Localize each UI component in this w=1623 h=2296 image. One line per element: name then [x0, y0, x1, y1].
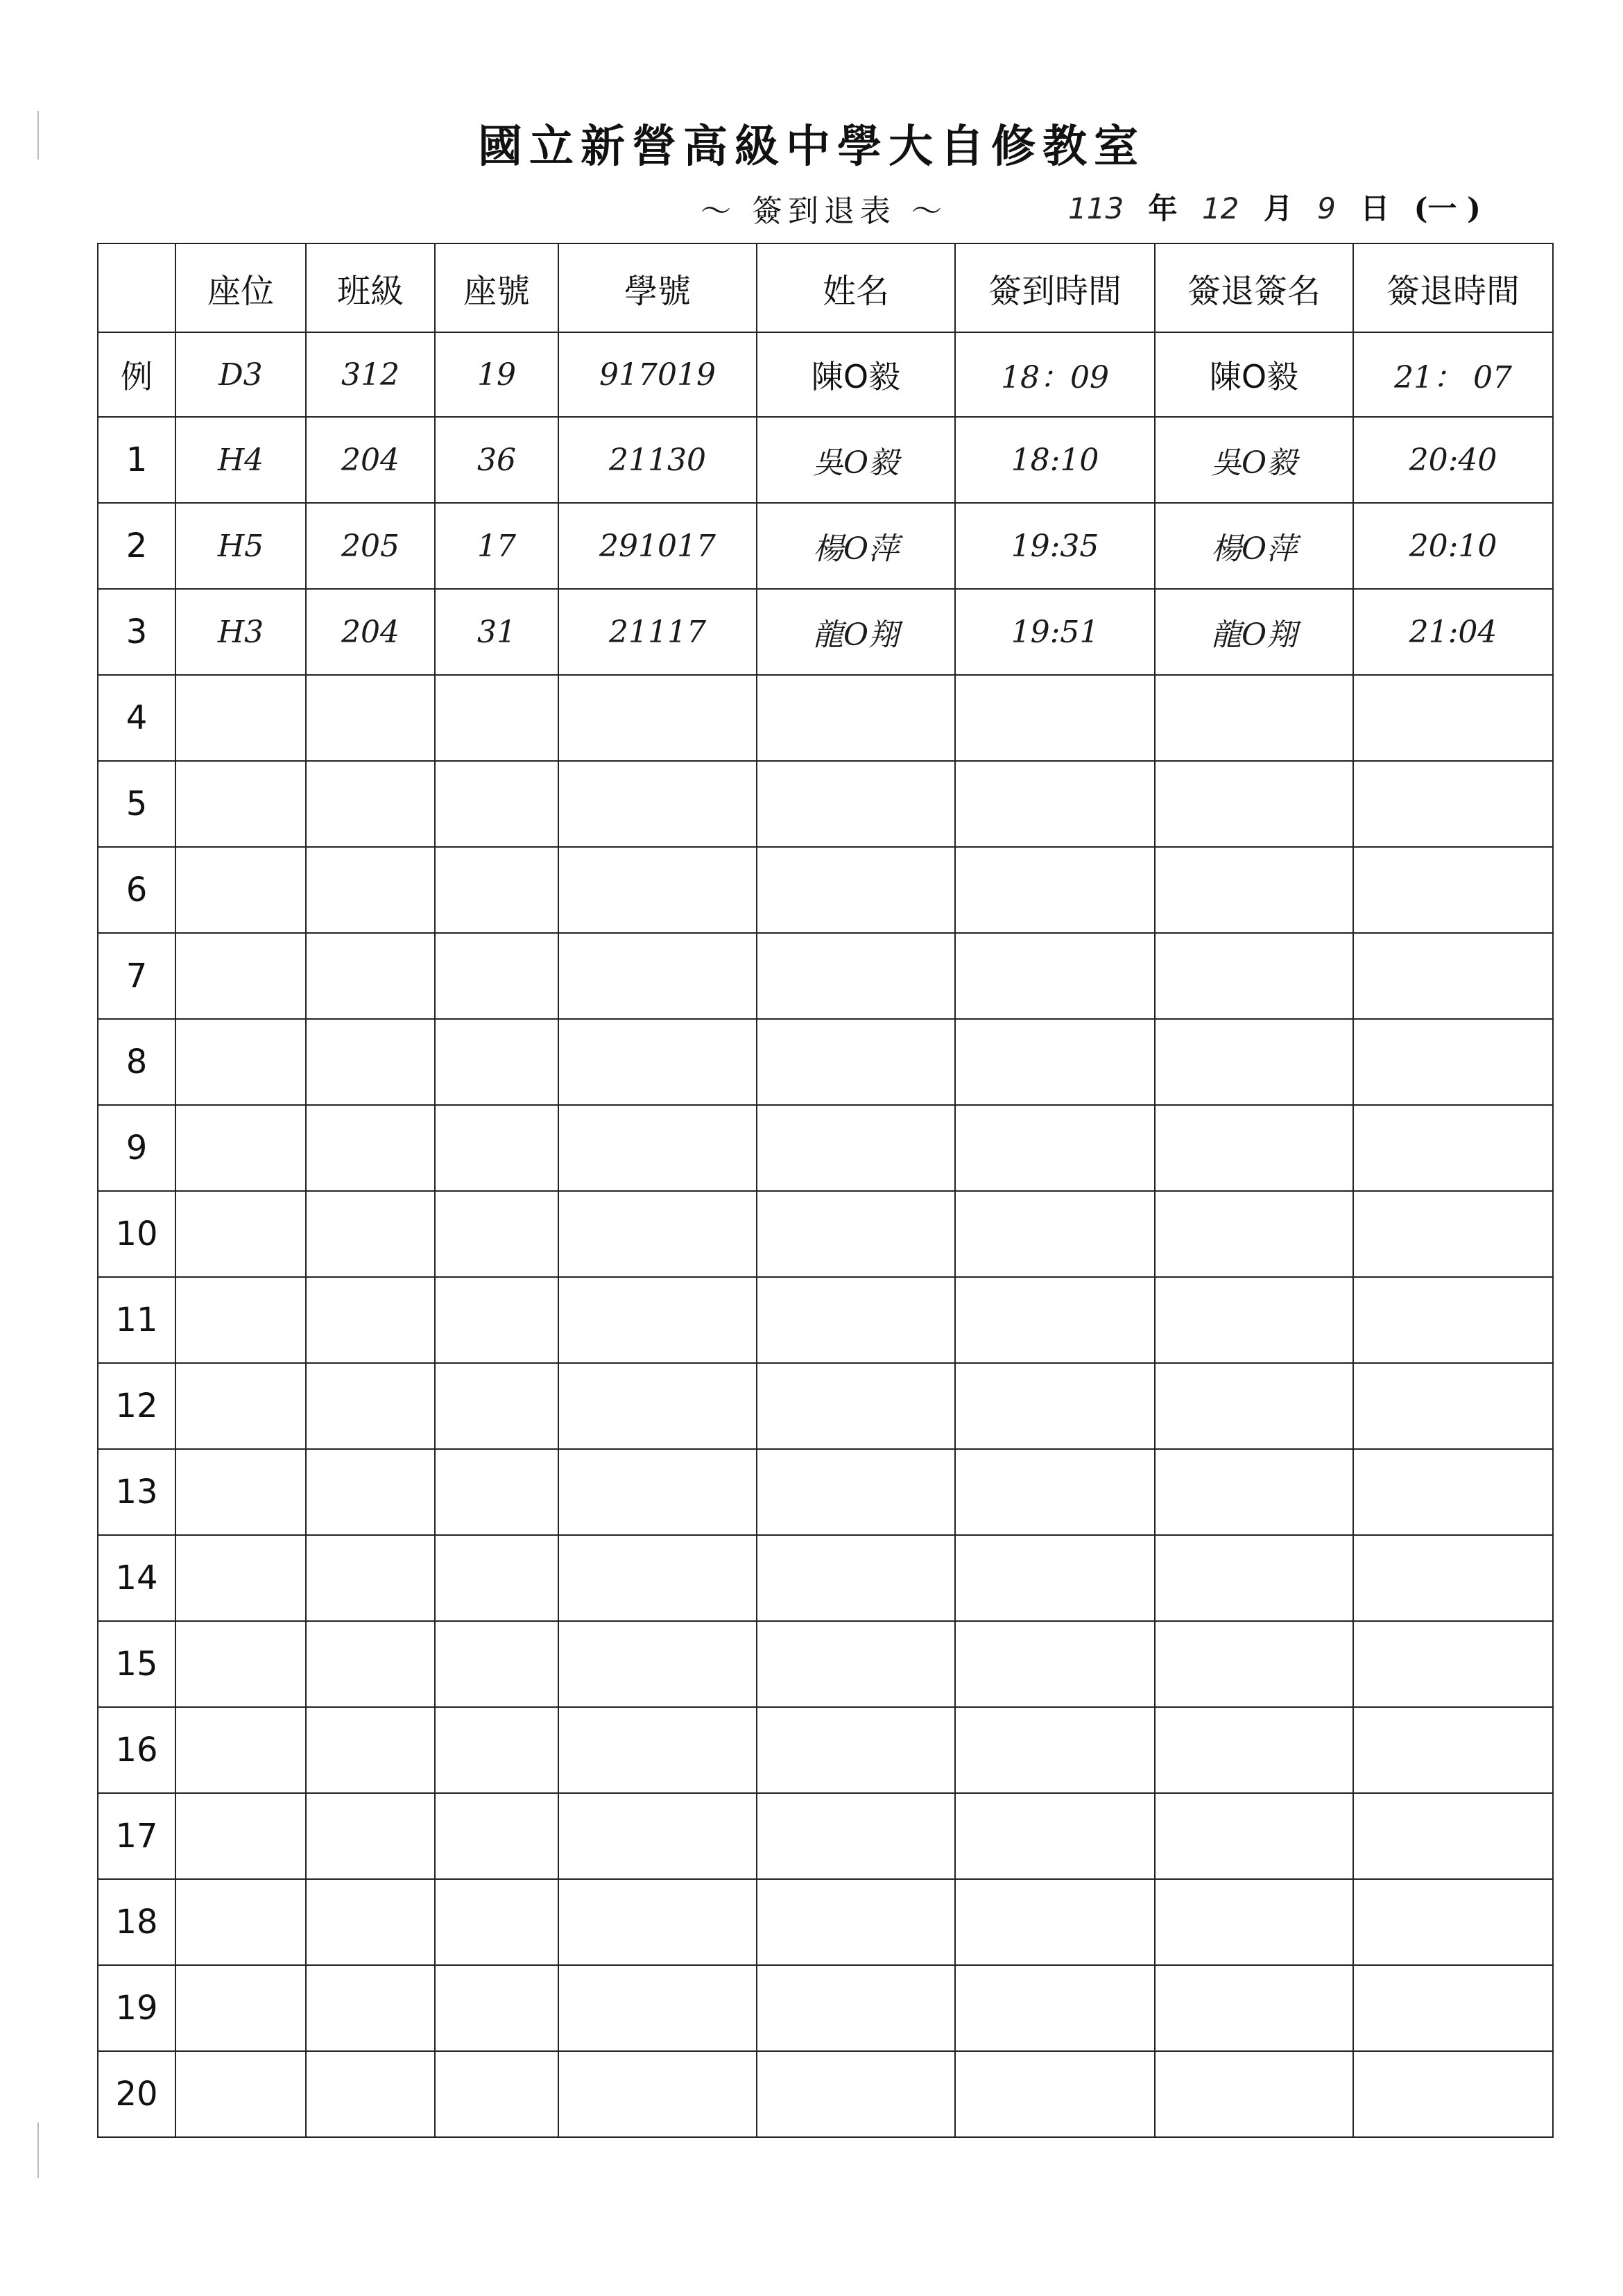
- cell-class: [306, 1793, 435, 1879]
- cell-seat: [175, 1965, 306, 2051]
- cell-sign-out-signature: 吳O毅: [1155, 417, 1353, 503]
- cell-sign-out-time: [1353, 1707, 1553, 1793]
- cell-class: [306, 675, 435, 761]
- row-number: 12: [98, 1363, 175, 1449]
- cell-sign-out-time: 20:10: [1353, 503, 1553, 589]
- header-sign-in-time: 簽到時間: [955, 243, 1155, 332]
- example-sign-out-signature: 陳O毅: [1155, 332, 1353, 417]
- cell-sign-out-time: [1353, 1879, 1553, 1965]
- cell-seat: H3: [175, 589, 306, 675]
- cell-student-id: 21130: [558, 417, 757, 503]
- cell-sign-out-signature: [1155, 1535, 1353, 1621]
- cell-seat: H4: [175, 417, 306, 503]
- table-row: [98, 1363, 1553, 1449]
- example-name: 陳O毅: [757, 332, 955, 417]
- cell-class: [306, 1363, 435, 1449]
- cell-sign-in-time: [955, 761, 1155, 847]
- cell-sign-in-time: [955, 675, 1155, 761]
- cell-sign-in-time: [955, 847, 1155, 933]
- table-row: [98, 761, 1553, 847]
- row-number: 4: [98, 675, 175, 761]
- cell-number: [435, 1277, 558, 1363]
- cell-number: [435, 1621, 558, 1707]
- cell-name: [757, 1449, 955, 1535]
- cell-class: [306, 1535, 435, 1621]
- example-sign-out-time: 21： 07: [1353, 332, 1553, 417]
- cell-sign-out-signature: 龍O翔: [1155, 589, 1353, 675]
- cell-name: [757, 1707, 955, 1793]
- row-number: 3: [98, 589, 175, 675]
- row-number: 8: [98, 1019, 175, 1105]
- cell-student-id: [558, 675, 757, 761]
- cell-sign-out-time: 21:04: [1353, 589, 1553, 675]
- cell-name: [757, 1019, 955, 1105]
- cell-number: [435, 1535, 558, 1621]
- row-number: 16: [98, 1707, 175, 1793]
- cell-class: [306, 1965, 435, 2051]
- table-row: [98, 675, 1553, 761]
- cell-sign-out-time: [1353, 1191, 1553, 1277]
- cell-name: [757, 1363, 955, 1449]
- cell-sign-out-signature: [1155, 847, 1353, 933]
- cell-name: 楊O萍: [757, 503, 955, 589]
- cell-student-id: [558, 1277, 757, 1363]
- cell-sign-out-signature: [1155, 675, 1353, 761]
- cell-sign-in-time: [955, 1363, 1155, 1449]
- header-class: 班級: [306, 243, 435, 332]
- scan-mark: [37, 2123, 39, 2178]
- cell-name: [757, 2051, 955, 2137]
- cell-sign-out-signature: [1155, 1363, 1353, 1449]
- cell-name: [757, 1105, 955, 1191]
- cell-number: [435, 1879, 558, 1965]
- cell-name: 龍O翔: [757, 589, 955, 675]
- cell-seat: [175, 675, 306, 761]
- cell-class: [306, 1879, 435, 1965]
- cell-sign-out-time: [1353, 933, 1553, 1019]
- cell-number: [435, 1793, 558, 1879]
- cell-class: [306, 1019, 435, 1105]
- cell-sign-in-time: [955, 1105, 1155, 1191]
- page-title: 國立新營高級中學大自修教室: [478, 121, 1145, 173]
- row-number: 19: [98, 1965, 175, 2051]
- cell-student-id: [558, 1449, 757, 1535]
- cell-sign-out-signature: [1155, 933, 1353, 1019]
- cell-student-id: [558, 933, 757, 1019]
- table-row: [98, 1879, 1553, 1965]
- cell-seat: [175, 847, 306, 933]
- cell-student-id: [558, 1363, 757, 1449]
- header-student-id: 學號: [558, 243, 757, 332]
- row-number: 20: [98, 2051, 175, 2137]
- header-seat: 座位: [175, 243, 306, 332]
- cell-sign-in-time: 19:35: [955, 503, 1155, 589]
- cell-sign-out-time: [1353, 1535, 1553, 1621]
- row-number: 15: [98, 1621, 175, 1707]
- cell-sign-out-time: [1353, 2051, 1553, 2137]
- cell-number: [435, 1105, 558, 1191]
- cell-name: [757, 1793, 955, 1879]
- cell-sign-out-signature: [1155, 1965, 1353, 2051]
- cell-student-id: [558, 1019, 757, 1105]
- cell-number: [435, 933, 558, 1019]
- cell-sign-out-time: [1353, 847, 1553, 933]
- cell-class: [306, 761, 435, 847]
- date-day: 9: [1317, 191, 1336, 225]
- cell-sign-in-time: [955, 1707, 1155, 1793]
- cell-sign-out-signature: [1155, 1277, 1353, 1363]
- cell-sign-out-signature: 楊O萍: [1155, 503, 1353, 589]
- cell-sign-in-time: 18:10: [955, 417, 1155, 503]
- table-row: [98, 1707, 1553, 1793]
- cell-sign-in-time: [955, 2051, 1155, 2137]
- cell-class: 204: [306, 589, 435, 675]
- table-row: [98, 1535, 1553, 1621]
- cell-sign-out-signature: [1155, 1879, 1353, 1965]
- header-row: [98, 243, 1553, 332]
- cell-name: 吳O毅: [757, 417, 955, 503]
- cell-class: [306, 1621, 435, 1707]
- table-row: [98, 589, 1553, 675]
- cell-student-id: [558, 1191, 757, 1277]
- cell-sign-in-time: [955, 1019, 1155, 1105]
- cell-sign-out-signature: [1155, 1191, 1353, 1277]
- cell-student-id: [558, 1793, 757, 1879]
- cell-sign-out-time: 20:40: [1353, 417, 1553, 503]
- table-row: [98, 1191, 1553, 1277]
- year-label: 年: [1148, 191, 1178, 225]
- cell-name: [757, 675, 955, 761]
- example-row: [98, 332, 1553, 417]
- cell-sign-in-time: [955, 1965, 1155, 2051]
- cell-sign-in-time: [955, 1879, 1155, 1965]
- cell-seat: H5: [175, 503, 306, 589]
- cell-number: 31: [435, 589, 558, 675]
- table-row: [98, 1793, 1553, 1879]
- cell-sign-out-signature: [1155, 1621, 1353, 1707]
- cell-sign-out-signature: [1155, 761, 1353, 847]
- cell-seat: [175, 1191, 306, 1277]
- table-row: [98, 1019, 1553, 1105]
- row-number: 17: [98, 1793, 175, 1879]
- cell-seat: [175, 1535, 306, 1621]
- cell-sign-out-time: [1353, 1449, 1553, 1535]
- cell-class: [306, 847, 435, 933]
- cell-sign-out-signature: [1155, 1449, 1353, 1535]
- cell-student-id: [558, 847, 757, 933]
- cell-sign-out-time: [1353, 1363, 1553, 1449]
- cell-student-id: [558, 1105, 757, 1191]
- cell-name: [757, 1277, 955, 1363]
- table-row: [98, 1449, 1553, 1535]
- table-row: [98, 1965, 1553, 2051]
- header-number: 座號: [435, 243, 558, 332]
- header-name: 姓名: [757, 243, 955, 332]
- weekday: (一 ): [1414, 191, 1481, 225]
- cell-name: [757, 933, 955, 1019]
- cell-number: [435, 1019, 558, 1105]
- cell-sign-out-time: [1353, 1019, 1553, 1105]
- cell-number: [435, 1449, 558, 1535]
- cell-number: 36: [435, 417, 558, 503]
- row-number: 5: [98, 761, 175, 847]
- cell-sign-out-signature: [1155, 1105, 1353, 1191]
- cell-name: [757, 1965, 955, 2051]
- table-row: [98, 1277, 1553, 1363]
- cell-seat: [175, 1363, 306, 1449]
- cell-number: [435, 1965, 558, 2051]
- row-number: 14: [98, 1535, 175, 1621]
- cell-sign-out-signature: [1155, 1793, 1353, 1879]
- cell-number: [435, 675, 558, 761]
- header-sign-out-time: 簽退時間: [1353, 243, 1553, 332]
- header-sign-out-signature: 簽退簽名: [1155, 243, 1353, 332]
- example-sign-in-time: 18：09: [955, 332, 1155, 417]
- cell-sign-out-time: [1353, 1277, 1553, 1363]
- cell-seat: [175, 1621, 306, 1707]
- cell-class: [306, 1449, 435, 1535]
- example-seat: D3: [175, 332, 306, 417]
- date-line: [1068, 186, 1496, 228]
- cell-name: [757, 847, 955, 933]
- row-number: 2: [98, 503, 175, 589]
- cell-seat: [175, 933, 306, 1019]
- cell-sign-in-time: [955, 1621, 1155, 1707]
- cell-number: [435, 2051, 558, 2137]
- cell-sign-out-signature: [1155, 1019, 1353, 1105]
- cell-sign-in-time: [955, 1535, 1155, 1621]
- cell-sign-in-time: [955, 1191, 1155, 1277]
- sign-in-out-table: [97, 243, 1554, 2138]
- cell-student-id: [558, 2051, 757, 2137]
- cell-sign-in-time: [955, 933, 1155, 1019]
- row-number: 9: [98, 1105, 175, 1191]
- row-number: 10: [98, 1191, 175, 1277]
- cell-sign-in-time: [955, 1449, 1155, 1535]
- example-student-id: 917019: [558, 332, 757, 417]
- cell-student-id: 21117: [558, 589, 757, 675]
- table-row: [98, 2051, 1553, 2137]
- cell-class: [306, 1191, 435, 1277]
- cell-student-id: 291017: [558, 503, 757, 589]
- cell-student-id: [558, 1879, 757, 1965]
- cell-sign-out-time: [1353, 1793, 1553, 1879]
- cell-sign-in-time: [955, 1793, 1155, 1879]
- cell-class: 204: [306, 417, 435, 503]
- cell-name: [757, 761, 955, 847]
- cell-sign-out-time: [1353, 1105, 1553, 1191]
- cell-seat: [175, 2051, 306, 2137]
- row-number: 6: [98, 847, 175, 933]
- cell-sign-out-time: [1353, 1965, 1553, 2051]
- month-label: 月: [1263, 191, 1293, 225]
- cell-student-id: [558, 1621, 757, 1707]
- cell-student-id: [558, 1535, 757, 1621]
- cell-class: [306, 2051, 435, 2137]
- row-number: 1: [98, 417, 175, 503]
- example-number: 19: [435, 332, 558, 417]
- cell-sign-in-time: 19:51: [955, 589, 1155, 675]
- cell-seat: [175, 761, 306, 847]
- example-label: 例: [98, 332, 175, 417]
- table-row: [98, 417, 1553, 503]
- date-year: 113: [1068, 191, 1124, 225]
- cell-name: [757, 1879, 955, 1965]
- form-subtitle: ～ 簽到退表 ～: [701, 194, 947, 229]
- cell-class: [306, 1105, 435, 1191]
- cell-name: [757, 1191, 955, 1277]
- cell-number: [435, 1707, 558, 1793]
- cell-sign-out-time: [1353, 1621, 1553, 1707]
- table-row: [98, 1621, 1553, 1707]
- cell-class: [306, 1707, 435, 1793]
- cell-name: [757, 1621, 955, 1707]
- row-number: 18: [98, 1879, 175, 1965]
- table-row: [98, 933, 1553, 1019]
- scan-mark: [37, 111, 39, 160]
- cell-sign-out-signature: [1155, 2051, 1353, 2137]
- cell-seat: [175, 1793, 306, 1879]
- day-label: 日: [1360, 191, 1390, 225]
- cell-name: [757, 1535, 955, 1621]
- cell-class: [306, 933, 435, 1019]
- cell-sign-out-signature: [1155, 1707, 1353, 1793]
- cell-seat: [175, 1879, 306, 1965]
- row-number: 11: [98, 1277, 175, 1363]
- row-number: 7: [98, 933, 175, 1019]
- cell-seat: [175, 1105, 306, 1191]
- example-class: 312: [306, 332, 435, 417]
- cell-student-id: [558, 1965, 757, 2051]
- cell-seat: [175, 1449, 306, 1535]
- cell-seat: [175, 1277, 306, 1363]
- table-row: [98, 847, 1553, 933]
- cell-student-id: [558, 1707, 757, 1793]
- cell-sign-out-time: [1353, 761, 1553, 847]
- cell-number: [435, 847, 558, 933]
- cell-seat: [175, 1019, 306, 1105]
- row-number: 13: [98, 1449, 175, 1535]
- date-month: 12: [1201, 191, 1239, 225]
- table-row: [98, 1105, 1553, 1191]
- cell-seat: [175, 1707, 306, 1793]
- cell-sign-in-time: [955, 1277, 1155, 1363]
- cell-number: [435, 1363, 558, 1449]
- cell-class: [306, 1277, 435, 1363]
- cell-number: [435, 761, 558, 847]
- cell-sign-out-time: [1353, 675, 1553, 761]
- cell-class: 205: [306, 503, 435, 589]
- cell-number: [435, 1191, 558, 1277]
- cell-number: 17: [435, 503, 558, 589]
- cell-student-id: [558, 761, 757, 847]
- header-rownum: [98, 243, 175, 332]
- table-row: [98, 503, 1553, 589]
